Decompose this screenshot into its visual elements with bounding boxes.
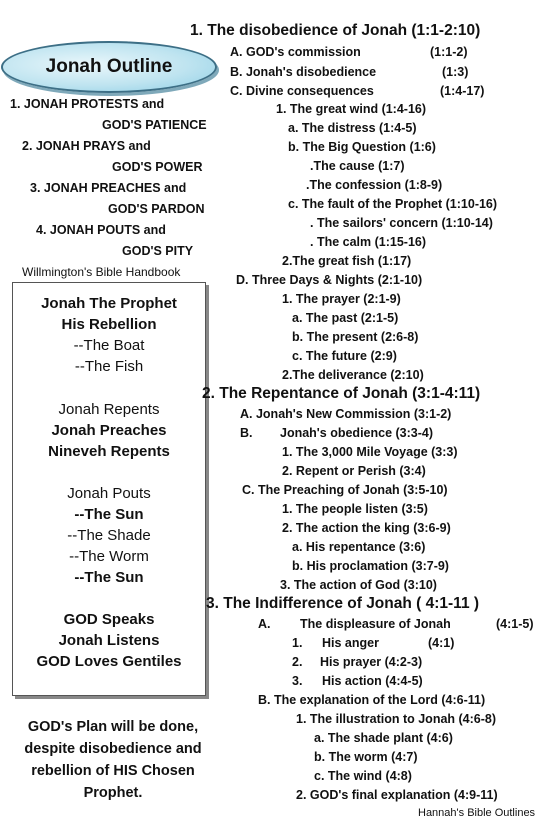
outline-item: . The calm (1:15-16) [310,235,427,249]
left-outline-item: 4. JONAH POUTS and [36,223,166,237]
outline-item: 2.The deliverance (2:10) [282,368,424,382]
outline-ref: (4:1) [428,636,455,650]
outline-item: .The cause (1:7) [310,159,405,173]
outline-ref: (4:1-5) [496,617,534,631]
outline-item: 1. The prayer (2:1-9) [282,292,401,306]
box-line: GOD Loves Gentiles [36,653,182,670]
outline-item: B. Jonah's disobedience [230,65,377,79]
outline-number: 3. [292,674,303,688]
box-line: --The Shade [67,527,151,544]
outline-item: His action (4:4-5) [322,674,423,688]
outline-item: b. The present (2:6-8) [292,330,419,344]
left-outline-item: 3. JONAH PREACHES and [30,181,187,195]
plan-line: despite disobedience and [24,741,202,757]
outline-item: A. GOD's commission [230,45,361,59]
outline-item: 2. GOD's final explanation (4:9-11) [296,788,498,802]
box-line: GOD Speaks [63,611,155,628]
outline-item: b. His proclamation (3:7-9) [292,559,449,573]
left-outline-item: 2. JONAH PRAYS and [22,139,151,153]
outline-ref: (1:3) [442,65,469,79]
outline-letter: B. [240,426,253,440]
outline-ref: (1:1-2) [430,45,468,59]
summary-box [12,282,206,696]
box-line: --The Boat [73,337,145,354]
outline-number: 1. [292,636,303,650]
outline-ref: (1:4-17) [440,84,485,98]
outline-letter: A. [258,617,271,631]
section-heading: 3. The Indifference of Jonah ( 4:1-11 ) [206,595,480,612]
left-outline-item: GOD'S PATIENCE [102,118,207,132]
outline-item: 2.The great fish (1:17) [282,254,412,268]
outline-item: His prayer (4:2-3) [320,655,423,669]
outline-item: D. Three Days & Nights (2:1-10) [236,273,423,287]
outline-item: C. Divine consequences [230,84,374,98]
left-outline-item: GOD'S POWER [112,160,203,174]
section-heading: 2. The Repentance of Jonah (3:1-4:11) [202,385,481,402]
left-outline-item: GOD'S PITY [122,244,194,258]
outline-item: a. The shade plant (4:6) [314,731,453,745]
outline-item: . The sailors' concern (1:10-14) [310,216,493,230]
box-line: Jonah Listens [58,632,160,649]
box-line: --The Sun [74,506,144,523]
outline-item: b. The Big Question (1:6) [288,140,436,154]
outline-item: a. His repentance (3:6) [292,540,426,554]
box-line: --The Fish [74,358,144,375]
outline-item: 1. The illustration to Jonah (4:6-8) [296,712,497,726]
outline-item: 2. Repent or Perish (3:4) [282,464,426,478]
outline-item: c. The fault of the Prophet (1:10-16) [288,197,498,211]
outline-item: a. The distress (1:4-5) [288,121,417,135]
left-outline-item: GOD'S PARDON [108,202,205,216]
outline-item: 1. The people listen (3:5) [282,502,428,516]
box-line: --The Sun [74,569,144,586]
box-line: Nineveh Repents [48,443,170,460]
outline-item: 3. The action of God (3:10) [280,578,437,592]
box-line: --The Worm [69,548,149,565]
outline-item: His anger [322,636,379,650]
outline-item: The displeasure of Jonah [300,617,451,631]
outline-item: Jonah's obedience (3:3-4) [280,426,434,440]
outline-item: a. The past (2:1-5) [292,311,399,325]
box-line: Jonah Pouts [67,485,151,502]
section-heading: 1. The disobedience of Jonah (1:1-2:10) [190,22,481,39]
outline-item: 1. The 3,000 Mile Voyage (3:3) [282,445,458,459]
plan-line: rebellion of HIS Chosen [31,763,195,779]
outline-item: b. The worm (4:7) [314,750,418,764]
left-outline-item: 1. JONAH PROTESTS and [10,97,165,111]
plan-line: GOD's Plan will be done, [27,719,199,735]
outline-item: .The confession (1:8-9) [306,178,443,192]
outline-item: c. The future (2:9) [292,349,397,363]
outline-item: B. The explanation of the Lord (4:6-11) [258,693,486,707]
box-line: Jonah Preaches [51,422,167,439]
box-line: Jonah Repents [58,401,160,418]
page-title: Jonah Outline [45,56,173,77]
outline-item: 1. The great wind (1:4-16) [276,102,427,116]
box-line: Jonah The Prophet [41,295,177,312]
left-source: Willmington's Bible Handbook [22,265,181,279]
outline-number: 2. [292,655,303,669]
plan-line: Prophet. [83,785,143,801]
box-line: His Rebellion [61,316,157,333]
outline-source: Hannah's Bible Outlines [418,807,536,819]
title-oval [1,41,217,93]
outline-item: 2. The action the king (3:6-9) [282,521,451,535]
outline-item: A. Jonah's New Commission (3:1-2) [240,407,452,421]
outline-item: C. The Preaching of Jonah (3:5-10) [242,483,448,497]
outline-item: c. The wind (4:8) [314,769,412,783]
